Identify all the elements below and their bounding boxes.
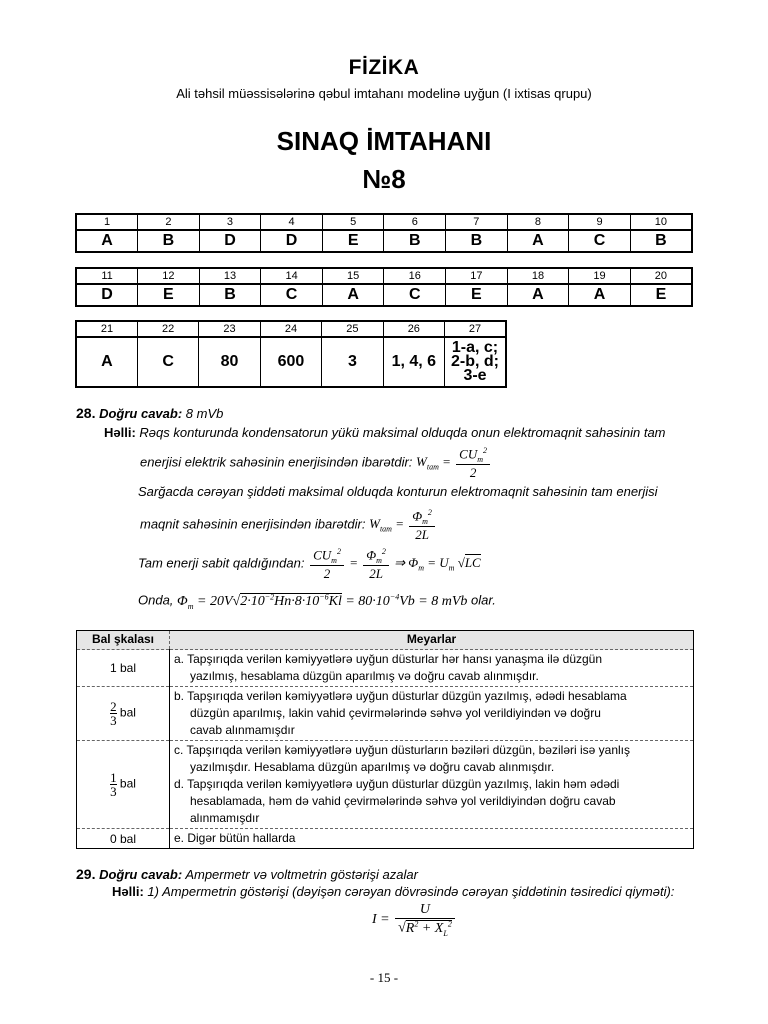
criteria-line: a. Tapşırıqda verilən kəmiyyətlərə uyğun düsturlar hər hansı yanaşma ilə düzgün xyxy=(174,652,603,666)
criteria-line: yazılmış, hesablama düzgün aparılmış və doğru cavab alınmışdır. xyxy=(190,669,539,683)
grading-header-criteria: Meyarlar xyxy=(170,631,694,650)
score-denominator: 3 xyxy=(110,784,117,799)
q28-solution-line1 xyxy=(104,425,666,440)
q-number: 26 xyxy=(383,321,444,337)
formula-current: I = $\frac{U}{√R^2 + X_L^2}$ xyxy=(372,902,457,937)
q-answer: E xyxy=(630,284,692,306)
q28-solution-line6 xyxy=(138,592,496,610)
q-answer: E xyxy=(138,284,200,306)
q-number: 18 xyxy=(507,268,569,284)
q27-line: 3-e xyxy=(463,367,487,384)
q-number: 12 xyxy=(138,268,200,284)
answer-table-3 xyxy=(75,320,507,388)
criteria-line: cavab alınmamışdır xyxy=(190,723,295,737)
criteria-line: c. Tapşırıqda verilən kəmiyyətlərə uyğun düsturların bəziləri düzgün, bəziləri isə yanlış xyxy=(174,743,631,757)
score-fraction xyxy=(110,771,117,798)
q-answer: 3 xyxy=(322,337,383,387)
criteria-line: b. Tapşırıqda verilən kəmiyyətlərə uyğun düsturlar düzgün yazılmış, ədədi hesablama xyxy=(174,689,627,703)
q29-answer-value: Ampermetr və voltmetrin göstərişi azalar xyxy=(185,867,418,882)
q28-number: 28. xyxy=(76,405,96,421)
q-number: 11 xyxy=(76,268,138,284)
exam-number: №8 xyxy=(362,164,406,194)
q28-answer-label: Doğru cavab: xyxy=(99,406,183,421)
q-answer: B xyxy=(630,230,692,252)
q29-answer-label: Doğru cavab: xyxy=(99,867,183,882)
formula-energy-equality: $\frac{CU_m^2}{2}$ = $\frac{\Phi_m^2}{2L}$ ⇒ $\Phi_m = U_m$ √LC xyxy=(308,555,481,570)
q29-solution-label: Həlli: xyxy=(112,884,144,899)
q-number: 9 xyxy=(569,214,631,230)
criteria-line: yazılmışdır. Hesablama düzgün aparılmış və doğru cavab alınmışdır. xyxy=(190,760,555,774)
q-answer: D xyxy=(76,284,138,306)
q-number: 15 xyxy=(322,268,384,284)
grading-criteria xyxy=(170,650,694,687)
grading-score: 0 bal xyxy=(77,829,170,849)
page-number: - 15 - xyxy=(369,970,399,985)
grading-header-score: Bal şkalası xyxy=(77,631,170,650)
grading-score xyxy=(77,741,170,829)
grading-table xyxy=(76,630,694,849)
grading-row xyxy=(77,687,694,741)
score-unit: bal xyxy=(119,776,136,791)
q-answer: B xyxy=(138,230,200,252)
q-number: 23 xyxy=(199,321,260,337)
q-number: 4 xyxy=(261,214,323,230)
q-answer: B xyxy=(384,230,446,252)
q-number: 24 xyxy=(260,321,321,337)
answer-table-1 xyxy=(75,213,693,253)
q-number: 20 xyxy=(630,268,692,284)
q28-text: maqnit sahəsinin enerjisindən ibarətdir: xyxy=(140,516,366,532)
q-answer: A xyxy=(76,230,138,252)
q28-answer-value: 8 mVb xyxy=(185,406,224,421)
score-numerator: 2 xyxy=(110,699,117,714)
q-number: 10 xyxy=(630,214,692,230)
q-number: 21 xyxy=(76,321,137,337)
q-answer: D xyxy=(261,230,323,252)
criteria-line: d. Tapşırıqda verilən kəmiyyətlərə uyğun düsturlar düzgün yazılmış, lakin həm ədədi xyxy=(174,777,620,791)
q28-text: enerjisi elektrik sahəsinin enerjisindən ibarətdir: xyxy=(140,454,413,470)
exam-subtitle: Ali təhsil müəssisələrinə qəbul imtahanı modelinə uyğun (I ixtisas qrupu) xyxy=(176,86,592,101)
q27-answer xyxy=(445,337,506,387)
q-number: 6 xyxy=(384,214,446,230)
q28-solution-line4 xyxy=(140,508,437,543)
q28-answer-line xyxy=(76,405,223,421)
q28-solution-line3 xyxy=(138,484,658,499)
q29-text: 1) Ampermetrin göstərişi (dəyişən cərəyan dövrəsində cərəyan şiddətinin təsiredici qiyməti): xyxy=(147,884,675,899)
q-number: 17 xyxy=(446,268,508,284)
q28-solution-label: Həlli: xyxy=(104,425,136,440)
q-answer: 600 xyxy=(260,337,321,387)
q-answer: C xyxy=(384,284,446,306)
criteria-line: alınmamışdır xyxy=(190,811,260,825)
q-answer: D xyxy=(199,230,261,252)
q-answer: A xyxy=(507,230,569,252)
q-number: 3 xyxy=(199,214,261,230)
q-answer: B xyxy=(199,284,261,306)
q27-line: 1-a, c; xyxy=(451,339,499,356)
q28-solution-line5 xyxy=(138,547,481,582)
q-number: 16 xyxy=(384,268,446,284)
formula-w-electric: $W_{tam}$ = $\frac{CU_m^2}{2}$ xyxy=(416,454,492,469)
grading-row xyxy=(77,829,694,849)
q-number: 27 xyxy=(445,321,506,337)
score-numerator: 1 xyxy=(110,770,117,785)
q28-text: Onda, xyxy=(138,592,174,608)
q-number: 8 xyxy=(507,214,569,230)
q28-text: Tam enerji sabit qaldığından: xyxy=(138,555,305,571)
q28-solution-line2 xyxy=(140,446,492,481)
q-answer: 80 xyxy=(199,337,260,387)
formula-w-magnetic: $W_{tam}$ = $\frac{\Phi_m^2}{2L}$ xyxy=(369,516,437,531)
formula-flux-calculation: $\Phi_m = 20V√2\cdot 10^{-2}Hn\cdot 8\cdot 10^{-6}Kl = 80\cdot 10^{-4}Vb = 8$ mVb xyxy=(177,592,468,611)
q29-answer-line xyxy=(76,866,418,882)
q-answer: A xyxy=(569,284,631,306)
criteria-line: düzgün aparılmış, lakin vahid çevirmələrində səhvə yol verildiyindən və doğru xyxy=(190,706,601,720)
grading-row xyxy=(77,741,694,829)
q-number: 14 xyxy=(261,268,323,284)
criteria-line: e. Digər bütün hallarda xyxy=(174,831,296,845)
q-number: 7 xyxy=(446,214,508,230)
q-number: 13 xyxy=(199,268,261,284)
subject-title: FİZİKA xyxy=(348,56,420,79)
q-answer: A xyxy=(507,284,569,306)
grading-row xyxy=(77,650,694,687)
grading-criteria xyxy=(170,687,694,741)
q-answer: A xyxy=(76,337,137,387)
q-number: 22 xyxy=(137,321,198,337)
q-answer: E xyxy=(446,284,508,306)
q-answer: E xyxy=(322,230,384,252)
criteria-line: hesablamada, həm də vahid çevirmələrində səhvə yol verildiyindən doğru cavab xyxy=(190,794,616,808)
exam-title: SINAQ İMTAHANI xyxy=(276,126,492,156)
grading-criteria xyxy=(170,829,694,849)
q29-solution-line1 xyxy=(112,884,674,899)
grading-score xyxy=(77,687,170,741)
score-unit: bal xyxy=(119,705,136,720)
score-fraction xyxy=(110,700,117,727)
q28-text: olar. xyxy=(471,592,496,608)
q-number: 2 xyxy=(138,214,200,230)
q-number: 5 xyxy=(322,214,384,230)
q28-text: Rəqs konturunda kondensatorun yükü maksimal olduqda onun elektromaqnit sahəsinin tam xyxy=(139,425,666,440)
answer-table-2 xyxy=(75,267,693,307)
q-number: 19 xyxy=(569,268,631,284)
grading-criteria xyxy=(170,741,694,829)
q-answer: B xyxy=(446,230,508,252)
q28-text: Sarğacda cərəyan şiddəti maksimal olduqda konturun elektromaqnit sahəsinin tam enerjisi xyxy=(138,484,658,499)
grading-score: 1 bal xyxy=(77,650,170,687)
q-answer: C xyxy=(569,230,631,252)
q-answer: 1, 4, 6 xyxy=(383,337,444,387)
q-answer: C xyxy=(261,284,323,306)
q-number: 25 xyxy=(322,321,383,337)
q-answer: A xyxy=(322,284,384,306)
score-denominator: 3 xyxy=(110,713,117,728)
q27-line: 2-b, d; xyxy=(451,353,500,370)
q29-number: 29. xyxy=(76,866,96,882)
q-number: 1 xyxy=(76,214,138,230)
q-answer: C xyxy=(137,337,198,387)
